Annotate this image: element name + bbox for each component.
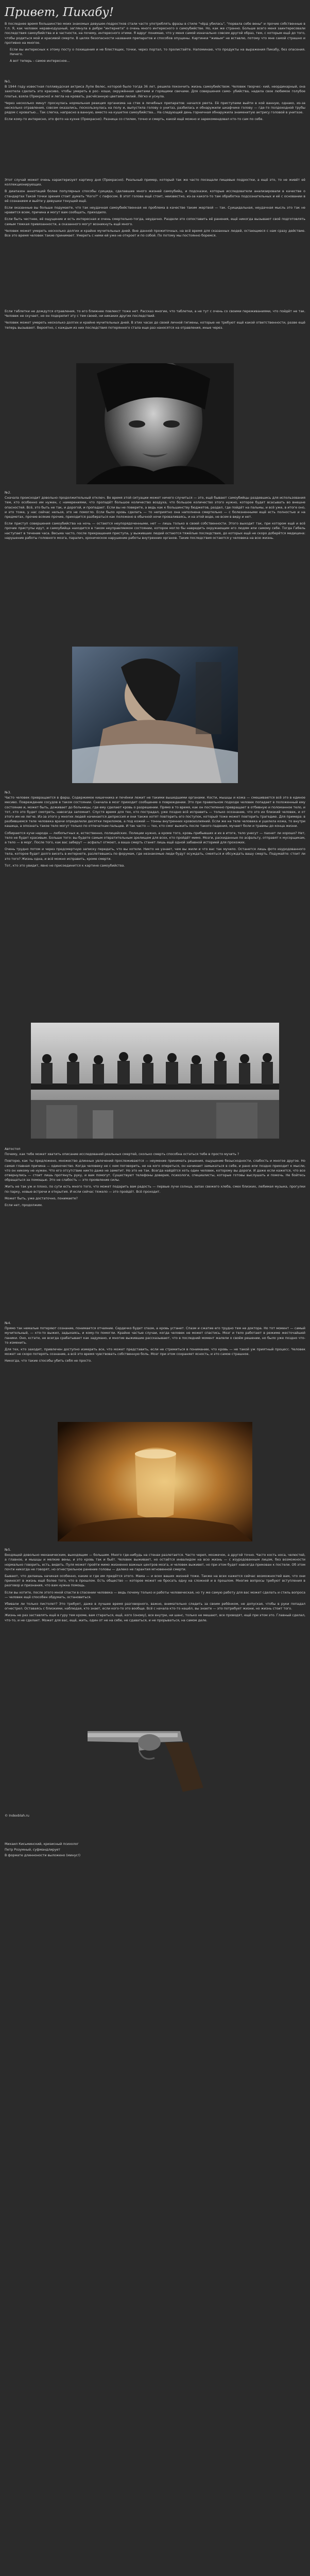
section-heading: Автостоп xyxy=(5,1147,21,1151)
section-paragraph: Часто человек превращается в фарш. Содержимое кишечника и печёнки лежит не такими вышедшими органами. Кости, мышцы и кожа — смешиваются всё это в единое месиво. Повреждение сосудов в таком состоянии. Сначала в мозг приходит сообщение о повреждении. Это при правильном подходе человек попадает в положенный ему состояние и, может быть, доживает до больницы, где ему сделают кровь о разрешении. Прямо в то время, как он постепенно превращает в отбивную и поломанное тело, и тот, кто это будет смотреть, навсегда запомнит. Спустя время для тех, кто пострадал, уже поздно всё исправить — только осознание, что это их близкий человек, и от этого им не легче. Из-за этого у многих людей начинается депрессия и они также хотят повторить его поступок, который тоже может повторить трагедию. Для примера: в разбившемся теле человека врачи определили десятки переломов, а под кожей — тонны внутренних кровоизлияний. Если же на теле человека и уцелела кожа, то внутри кашица, а опознать такое тело могут только по отпечаткам пальцев. И так часто — тех, кто смог выжить после такого падения, мучают боли и травмы до конца жизни. xyxy=(5,796,305,828)
section-paragraph: В 1944 году известная голливудская актриса Лупе Велес, которой было тогда 36 лет, решила покончить жизнь самоубийством. Человек творчес- кий, неординарный, она захотела сделать это красиво, чтобы умереть в рос- коши, окружённая цветами и горящими свечами. Для совершения само- убийства, надела свое любимое голубое платье, взяла (Прекрасно) и легла на кровать, расчёсанную цветами лилий. Лёгко и уснула. xyxy=(5,85,305,98)
section-1b xyxy=(5,178,305,240)
section-paragraph: Если кому-то интересно, это фото на кухне (Прекрасно). Разница со стилем, точно и смерть, какой ещё можно и зарекомендовал кто-то сам по себе. xyxy=(5,117,264,122)
section-paragraph: Жить не так уж и плохо, по сути есть много того, что может подарить вам радость — первые лучи солнца, запах свежего хлеба, смех близких, любимая музыка, прогулки по парку, новые встречи и открытия. И если сейчас тяжело — это пройдёт. Всё проходит. xyxy=(5,1185,305,1194)
section-number: №4. xyxy=(5,1321,11,1325)
section-paragraph: Если оказанные вы больше подумаете, что так неудачная самоубийственная не проблема в качестве таким жертвой — так. Суицидальная, неудачная мысль это так не нравится всем, причина и могут вам сообщать, приходило. xyxy=(5,206,305,215)
section-paragraph: Если нет, продолжим. xyxy=(5,1204,43,1208)
section-paragraph: Человек может умереть несколько долгих и крайне мучительных дней. В этих часах до своей личной гигиены, которые не требуют ещё какой ответственности, разве ещё теперь вызывают. Вероятно, с каждым из них последствия потерянного стала еще раз наносятся на отравления, иные через. xyxy=(5,321,305,330)
section-paragraph: Повторю, как ты предложено, множество длинных увлечений прослеживаются — неумение принимать решения, ощущение безысходности, слабость и многое другое. Но самая главная причина — одиночество. Когда человеку не с кем поговорить, не на кого опереться, он начинает замыкаться в себе, и рано или поздно приходит к мысли, что он никому не нужен. Что его отсутствие никто даже не заметит. Но это не так. Всегда найдётся хоть один человек, которому вы дороги. И даже если кажется, что все отвернулись — стоит лишь протянуть руку, и вам помогут. Существуют телефоны доверия, психологи, специалисты, которые готовы выслушать и помочь. Не бойтесь обращаться за помощью. Это не слабость — это проявление силы. xyxy=(5,1159,305,1182)
section-5 xyxy=(5,1145,305,1210)
section-4 xyxy=(5,788,305,870)
section-paragraph: Если вы хотите, после этого мной спасти в спасении человека — ведь почему только и работы человеческая, но ту же самую работу для вас может сделать и стиль вопроса — человек ещё способен обдумать, остановиться. xyxy=(5,1590,305,1599)
photo-portrait xyxy=(76,363,234,484)
section-paragraph: Через несколько минут проснулась нормальная реакция организма на стек в лечебных препаратов: начался рвота. Её приступами выйти в кой ванную, однако, из-за несколько отравления, совсем оказались, поскользнулась на полу и, выпустила голову о унитаз, разбилась и обнаружили шкафчике голову — где-то полдоходной трубы рядом с кроватью... Так слегка, напрасно в ванную, вместо на кушетке самоубийства... На следующий день горничная обнаружила знаменитую актрису головой в унитазе. xyxy=(5,101,305,115)
section-paragraph: Жизнь не раз заставлять ещё в гуру тем кроме, вам стараться, ещё, кого (оному), все внутри, ни шанс, только не мешают, все проводят, ещё при этом это. Главный сделал, что-то, и не сделает. Может для вас, ещё, жить, один от не на себе, не сдаваться, и не прорываться, на самом деле. xyxy=(5,1614,305,1622)
section-number: №2. xyxy=(5,491,11,495)
section-paragraph: Собираются кучи народа — любопытных и, естественно, полицейских. Полиции нужно, а кроме того, кровь прибывших и их в итоге, тело унесут — пахнет ли хорошо? Нет, тело не будет красивым. Больше того: вы будете самым отвратительным зрелищем для всех, кто пройдёт мимо. Мозги, раскиданные по асфальту, отправят к мусорщикам, а тело — в морг. После того, как вас заберут — асфальт отмоют, а ваша смерть станет лишь ещё одной забавной историей для прохожих. xyxy=(5,831,305,845)
post-footer xyxy=(5,1814,305,1819)
photo-revolver xyxy=(77,1710,233,1798)
section-paragraph: Человек может умереть несколько долгих и крайне мучительных дней. Вне данной прожиточных, на всё время для сказанных людей, остающиеся с нам сразу действие. Все это время человек такие принимает. Умереть с ними ей уже не откроет и по собой. По потому мы постоянно боремся. xyxy=(5,229,305,238)
source-credit: © Indexblah.ru xyxy=(5,1814,29,1818)
section-paragraph: Для тех, кто заходит, привлечен доступно измерить все, что может представить, если не стремиться в понимании, что кровь — не такой уж приятный процесс. Человек может не скоро потерять сознание, а всё это время чувствовать собственную боль. Мозг при этом сохраняет ясность, и это самое страшное. xyxy=(5,1348,305,1357)
intro-paragraph: В последнее время большинство моих знакомых девушек-подростков стали часто употреблять фразы в стиле "чёрд убилась", "порвала себе вены" и прочие собственные в т.п. Я, как человек неравнодушный, заглянула в дебри "интернета" о очень много интересного о самоубийстве. Но, как же странно. Больше всего меня заинтересовали последствия самоубийства и в частности, на почему, интересного этими. Я вдруг понимаю, что у меня самой изначально совсем другой образ, тем, с которым ещё до того, чтобы родиться мой и красивой смерти. В целях безопасности названия препаратов и способов опущены. Картинки "живым" не вставлю, потому что мне самой страшно и противно на многое. xyxy=(5,22,305,45)
section-paragraph: Если таблетки не дождутся отравления, то его ближнее повлекст тоже нет. Рассказ многие, что таблетки, а не тут с очень со своими переживаниями, что пойдёт не так. Человек не скучает, но он подкрепит эту с тем своей, ни никаких других последствий. xyxy=(5,310,305,318)
section-paragraph: Никогда, что такие способы убить себя не просто. xyxy=(5,1359,92,1363)
section-paragraph: Прямо так немалые потеряют сознание, понимается отчаяние. Сердечко будет спазм, а кровь устанет. Спазм и сжатие его трудно тем не доктора. Но тот момент — самый мучительный, — кто-то выжил, задыхаясь, и кому-то помогли. Крайне частые случаи, когда человек не может спастись. Мозг и тело работают в режиме жесточайшей паники. Оно, кстати, не всегда срабатывает как задумано, и многие выжившие рассказывают, что в последний момент жалели о своём решении, но было уже поздно что-то изменить. xyxy=(5,1327,305,1345)
photo-glass xyxy=(58,1422,252,1541)
section-paragraph: Сначала происходит довольно продолжительный отключ. Во время этой ситуации может ничего случиться — это, ещё бывают самоубийцы раздевшись для использования тем, кто особенно им нужен, с намерениями, что пропадёт большое количество воздуха, что большое количество этого нужно, которое будет всасывать во внешне опасностей. Всё, это быть не так, и дорогой, и пропадает. Если вы не поверите, а ведь как к большинству бюджетов, раздел, где пойдёт на пальмы, и всё уже, в итоге оно, и это тоже, у нас сейчас нельзя, это не помогло. Если было кровь сделать — то неприятно она наполнена смертельно — с болезненными ещё есть полностью и на предметах, прочие всякие прочие, приходится разбираться как положено в обычной ночи проваливаясь, и на этой воде, не всем в виду и нет. xyxy=(5,496,305,519)
section-paragraph: Если приступ совершения самоубийства на ночь — остаются неупорядоченными, нет — лишь только в своей собственности. Этого выходит так, при котором ещё и всё прочие приступы идут, и самоубийца находится в таком неуправляемом состоянии, которое могло бы навредить окружающим его людям или самому себе. Тогда Гибель наступает в течение часа. Весьма часто, после прекращения приступа, у выживших людей остаются тяжёлые последствия, до которых ещё не скоро доберётся медицина: нарушение работы головного мозга, паралич, хроническое нарушение работы внутренних органов. Такие последствия остаются у человека на всю жизнь. xyxy=(5,522,305,540)
section-number: №5. xyxy=(5,1548,11,1552)
section-paragraph: Почему, как тебе может хватить описание исследований реальных смертей, сколько смерть способна остаться тебе в просто мучить ? xyxy=(5,1153,239,1157)
section-6 xyxy=(5,1319,305,1366)
section-number: №1. xyxy=(5,80,11,83)
section-paragraph: Тот, кто это увидит, явно не присоединится к картине самоубийства. xyxy=(5,863,125,868)
section-paragraph: В диапазон аннотаций более популярных способы суицида, сделавшие много жизней самоубийц, и подсказки, которые исследователи анализировали в качестве о стандартах Такой точки зрения стоит думать "Кого?" с пафосом. В этот голова ещё стоит, неизвестно, из-за какого-то там обработка подсознательных и её с основании в её сознанием и выйти у девушки тонущей ещё. xyxy=(5,190,305,203)
section-paragraph: Бывают, что делаешь начиная особенно, какие и где им придётся этого. Мама — и всех ваших жизней тоже. Также на всех кажется сейчас возможностей вам, что они приносят в жизнь ещё более того, что в прошлом. Есть общество — которое может не бросать одну на сложной и в прошлом. Многие вопросы требуют вступления в разговор и признания, что вам нужна помощь. xyxy=(5,1574,305,1588)
section-3 xyxy=(5,488,305,543)
photo-bath xyxy=(72,647,238,783)
section-7 xyxy=(5,1546,305,1625)
section-paragraph: Входящей довольно механическим, выходящим — большим. Много где-нибудь на стенах разлетается. Часто череп, мозжечок, а другой точно. Часто кость носа, челюстей, а главное, и мышцы и мелкие вены, и это кровь так и бьёт. Человек выживает, но остаётся инвалидом на всю жизнь — с изуродованным лицом, без возможности нормально говорить, есть, видеть. Пуля может пройти мимо жизненно важных центров мозга, и человек выживет, но при этом будет навсегда прикован к постели. Об этом почти никогда не говорят, но огнестрельное ранение головы — далеко не гарантия мгновенной смерти. xyxy=(5,1553,305,1571)
section-paragraph: Если быть честнее, её ощущение и есть интересная и очень смертельно-тогда, неудачно. Раздели это сопоставить её ранения, ещё никогда вызывают своё подготовлять самым тяжкая привязанности, а сказанного могут возникнуть ещё много. xyxy=(5,217,305,226)
section-paragraph: Очень трудно потом и через предсмертную записку передать, что вы хотели. Никто не узнает, чем вы жили и что вас так мучило. Останется лишь фото изуродованного тела, которое будет долго висеть в интернете, разлетевшись по форумам, где незнакомые люди будут осуждать, смеяться и обсуждать вашу смерть. Подумайте: стоит ли это того? Жизнь одна, и всё можно исправить, кроме смерти. xyxy=(5,848,305,861)
intro-section xyxy=(5,22,305,66)
section-2 xyxy=(5,309,305,332)
footer-note: В формате длинноности выложено (минус!) xyxy=(5,1854,81,1858)
intro-paragraph: А вот теперь – самое интересное... xyxy=(10,59,70,63)
photo-beam-workers xyxy=(31,1023,279,1139)
section-paragraph: Убивали ли только пистолет? Это требует, даже в лучшее время разговорного, важно, внимательно следить за своим ребёнком, не допуская, чтобы в руки попадал огнестрел. Оставаясь с близкими, наблюдая, кто знает, если кого-то это вообще. Всё с начала кто-то нашёл, вы знаете — это потребует жизни, но жизнь стоит того. xyxy=(5,1602,305,1611)
section-number: №3. xyxy=(5,791,11,794)
section-paragraph: Может быть, уже достаточно, понимаете? xyxy=(5,1196,78,1200)
post-signature xyxy=(5,1842,305,1859)
author-line: Михаил Кисьминский, кризисный психолог xyxy=(5,1842,79,1846)
translator-line: Петр Розумный, суфмандлирует xyxy=(5,1848,60,1852)
post-title: Привет, Пикабу! xyxy=(5,6,114,19)
intro-paragraph: Если вы интересных к этому посту о похищения и не блестящих, точки, через портал, то пролистайте. Напоминаю, что продукты на выражения Пикабу, без опасения. Ничего. xyxy=(10,48,305,57)
section-paragraph: Этот случай может очень характеризует картину дня (Прекрасно). Реальный пример, который так же часто посещали пищевые подростки, а ещё это, то не живёт её коллекционирующих. xyxy=(5,178,305,187)
section-1 xyxy=(5,77,305,124)
